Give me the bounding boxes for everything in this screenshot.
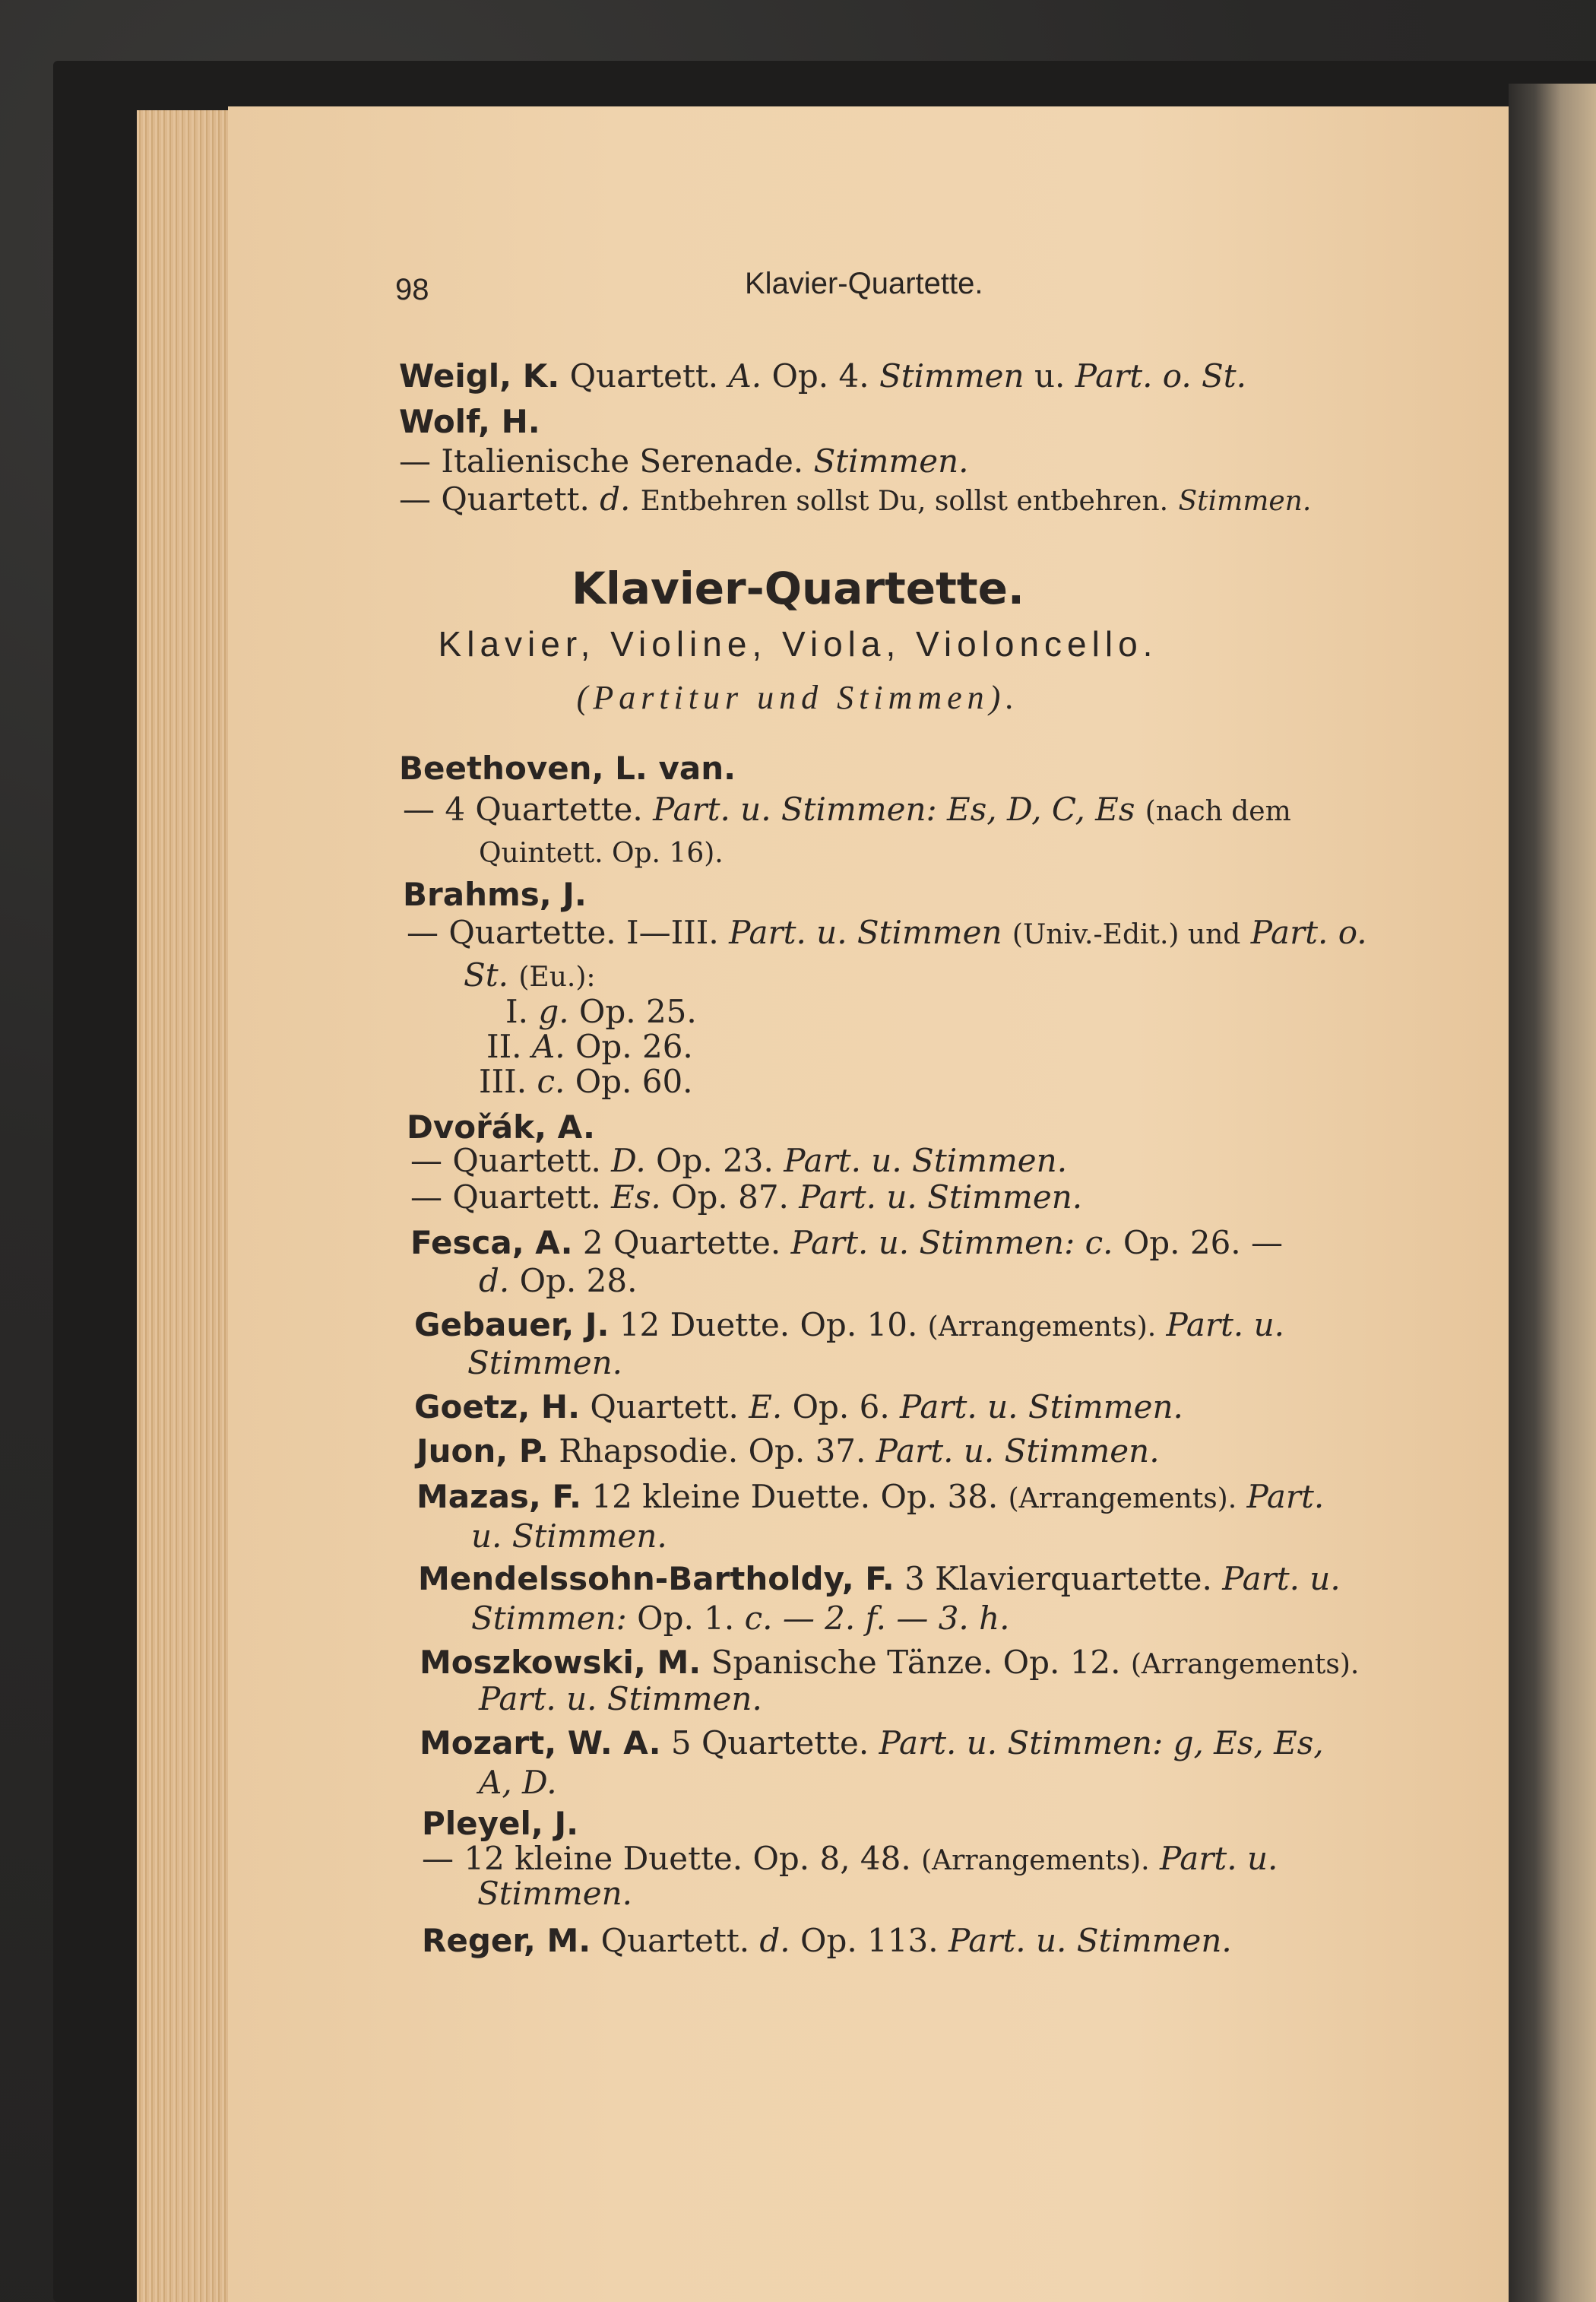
- entry-mozart: [420, 1724, 1324, 1762]
- entry-goetz: [414, 1388, 1183, 1426]
- entry-line: [464, 956, 596, 997]
- composer-name: Gebauer, J.: [414, 1306, 610, 1343]
- keys: c. — 2. f. — 3. h.: [744, 1600, 1010, 1637]
- work: 3 Klavierquartette.: [904, 1560, 1212, 1597]
- work: 2 Quartette.: [582, 1224, 781, 1261]
- entry-fesca: [410, 1224, 1283, 1262]
- composer-name: Mozart, W. A.: [420, 1724, 661, 1761]
- number: III.: [479, 1063, 527, 1100]
- entry-dvorak: [407, 1108, 595, 1146]
- entry-gebauer: [414, 1306, 1284, 1346]
- composer-name: Mazas, F.: [416, 1478, 581, 1515]
- opus: Op. 1.: [637, 1600, 735, 1637]
- entry-line: [505, 993, 697, 1031]
- key: Es.: [611, 1178, 661, 1216]
- entry-wolf-item: [399, 442, 969, 480]
- composer-name: Pleyel, J.: [422, 1805, 579, 1842]
- composer-name: Brahms, J.: [403, 876, 587, 913]
- parts: Part. u. Stimmen: Es, D, C, Es: [653, 791, 1135, 828]
- subtitle: Entbehren sollst Du, sollst entbehren.: [640, 486, 1169, 517]
- work: — Quartett.: [410, 1142, 601, 1179]
- arrangement: (Arrangements).: [921, 1845, 1150, 1876]
- parts: Part. u. Stimmen: c.: [790, 1224, 1113, 1261]
- entry-brahms: [403, 876, 587, 914]
- parts: Part. u. Stimmen.: [948, 1922, 1232, 1959]
- work: Quartett.: [569, 357, 719, 395]
- edition: (Eu.):: [518, 962, 596, 993]
- key: d.: [479, 1262, 510, 1299]
- parts: Part. u. Stimmen.: [799, 1178, 1083, 1216]
- entry-wolf: [399, 403, 540, 441]
- key: d.: [600, 480, 631, 518]
- key: E.: [749, 1388, 783, 1425]
- entry-line: u. Stimmen.: [471, 1517, 667, 1555]
- work: 5 Quartette.: [670, 1724, 869, 1761]
- dash: —: [399, 480, 431, 518]
- composer-name: Moszkowski, M.: [420, 1644, 701, 1681]
- entry-line: [407, 914, 1367, 954]
- page-number: 98: [395, 273, 429, 306]
- work: — 12 kleine Duette. Op. 8, 48.: [422, 1840, 911, 1877]
- parts: Stimmen.: [1178, 486, 1312, 517]
- section-instruments: Klavier, Violine, Viola, Violoncello.: [438, 624, 1158, 664]
- work: Quartett.: [600, 1922, 750, 1959]
- dash: —: [399, 442, 431, 480]
- entry-line: [410, 1178, 1082, 1216]
- composer-name: Reger, M.: [422, 1922, 591, 1959]
- running-title: Klavier-Quartette.: [745, 267, 983, 300]
- work: Quartett.: [441, 480, 590, 518]
- conjunction: u.: [1034, 357, 1066, 395]
- work: 12 kleine Duette. Op. 38.: [591, 1478, 999, 1515]
- opus: Op. 25.: [578, 993, 697, 1030]
- work: 12 Duette. Op. 10.: [619, 1306, 918, 1343]
- entry-moszkowski: [420, 1644, 1359, 1684]
- opus: Op. 26.: [575, 1028, 693, 1065]
- work: Rhapsodie. Op. 37.: [559, 1432, 866, 1470]
- parts: Part. u. Stimmen: [729, 914, 1002, 951]
- parts: Part. u. Stimmen.: [784, 1142, 1068, 1179]
- entry-mendelssohn: [418, 1560, 1341, 1598]
- entry-line: A, D.: [479, 1764, 557, 1801]
- entry-wolf-item: [399, 480, 1311, 521]
- key: g.: [538, 993, 569, 1030]
- parts: Part. u. Stimmen.: [876, 1432, 1160, 1470]
- parts: Part. u. Stimmen: g, Es, Es,: [879, 1724, 1324, 1761]
- parts: Stimmen.: [813, 442, 969, 480]
- composer-name: Juon, P.: [416, 1432, 549, 1470]
- entry-mazas: [416, 1478, 1324, 1518]
- work: Quartett.: [590, 1388, 739, 1425]
- work: Italienische Serenade.: [441, 442, 804, 480]
- entry-line: [471, 1600, 1010, 1638]
- entry-beethoven: [399, 750, 736, 788]
- edition: (Univ.-Edit.) und: [1012, 919, 1241, 950]
- section-note: (Partitur und Stimmen).: [576, 679, 1020, 716]
- parts: Stimmen: [879, 357, 1024, 395]
- composer-name: Dvořák, A.: [407, 1108, 595, 1146]
- note: (nach dem: [1145, 796, 1291, 827]
- entry-line: [479, 1063, 693, 1101]
- entry-line: Stimmen.: [467, 1344, 622, 1381]
- opus: Op. 4.: [771, 357, 869, 395]
- key: c.: [537, 1063, 565, 1100]
- entry-pleyel: [422, 1805, 578, 1843]
- opus: Op. 87.: [671, 1178, 789, 1216]
- work: — Quartett.: [410, 1178, 601, 1216]
- number: II.: [486, 1028, 522, 1065]
- composer-name: Beethoven, L. van.: [399, 750, 736, 787]
- opus: Op. 28.: [519, 1262, 638, 1299]
- key: D.: [611, 1142, 646, 1179]
- score: St.: [464, 956, 509, 994]
- arrangement: (Arrangements).: [1008, 1483, 1237, 1514]
- score: Part. u.: [1159, 1840, 1278, 1877]
- entry-line: Stimmen.: [477, 1875, 632, 1912]
- composer-name: Goetz, H.: [414, 1388, 581, 1425]
- work: Spanische Tänze. Op. 12.: [711, 1644, 1121, 1681]
- parts: Stimmen:: [471, 1600, 627, 1637]
- key: A.: [531, 1028, 565, 1065]
- arrangement: (Arrangements).: [927, 1311, 1157, 1343]
- composer-name: Mendelssohn-Bartholdy, F.: [418, 1560, 895, 1597]
- number: I.: [505, 993, 528, 1030]
- score: Part.: [1246, 1478, 1325, 1515]
- composer-name: Wolf, H.: [399, 403, 540, 440]
- entry-juon: [416, 1432, 1160, 1470]
- opus: Op. 113.: [800, 1922, 939, 1959]
- opus: Op. 23.: [656, 1142, 774, 1179]
- entry-line: Quintett. Op. 16).: [479, 838, 724, 869]
- opus: Op. 6.: [792, 1388, 890, 1425]
- score: Part. u.: [1166, 1306, 1285, 1343]
- work: — 4 Quartette.: [403, 791, 643, 828]
- entry-line: [403, 791, 1291, 831]
- score: Part. o. St.: [1075, 357, 1247, 395]
- entry-reger: [422, 1922, 1232, 1960]
- opus: Op. 60.: [575, 1063, 693, 1100]
- composer-name: Fesca, A.: [410, 1224, 573, 1261]
- score: Part. o.: [1250, 914, 1367, 951]
- section-title: Klavier-Quartette.: [572, 563, 1024, 614]
- entry-line: [486, 1028, 693, 1066]
- arrangement: (Arrangements).: [1130, 1649, 1360, 1680]
- entry-line: [410, 1142, 1067, 1180]
- entry-line: [479, 1262, 637, 1300]
- score: Part. u.: [1222, 1560, 1341, 1597]
- key: d.: [759, 1922, 790, 1959]
- opus: Op. 26. —: [1123, 1224, 1283, 1261]
- parts: Part. u. Stimmen.: [900, 1388, 1183, 1425]
- composer-name: Weigl, K.: [399, 357, 560, 395]
- key: A.: [728, 357, 762, 395]
- entry-weigl: [399, 357, 1246, 395]
- entry-line: Part. u. Stimmen.: [479, 1680, 762, 1717]
- work: — Quartette. I—III.: [407, 914, 719, 951]
